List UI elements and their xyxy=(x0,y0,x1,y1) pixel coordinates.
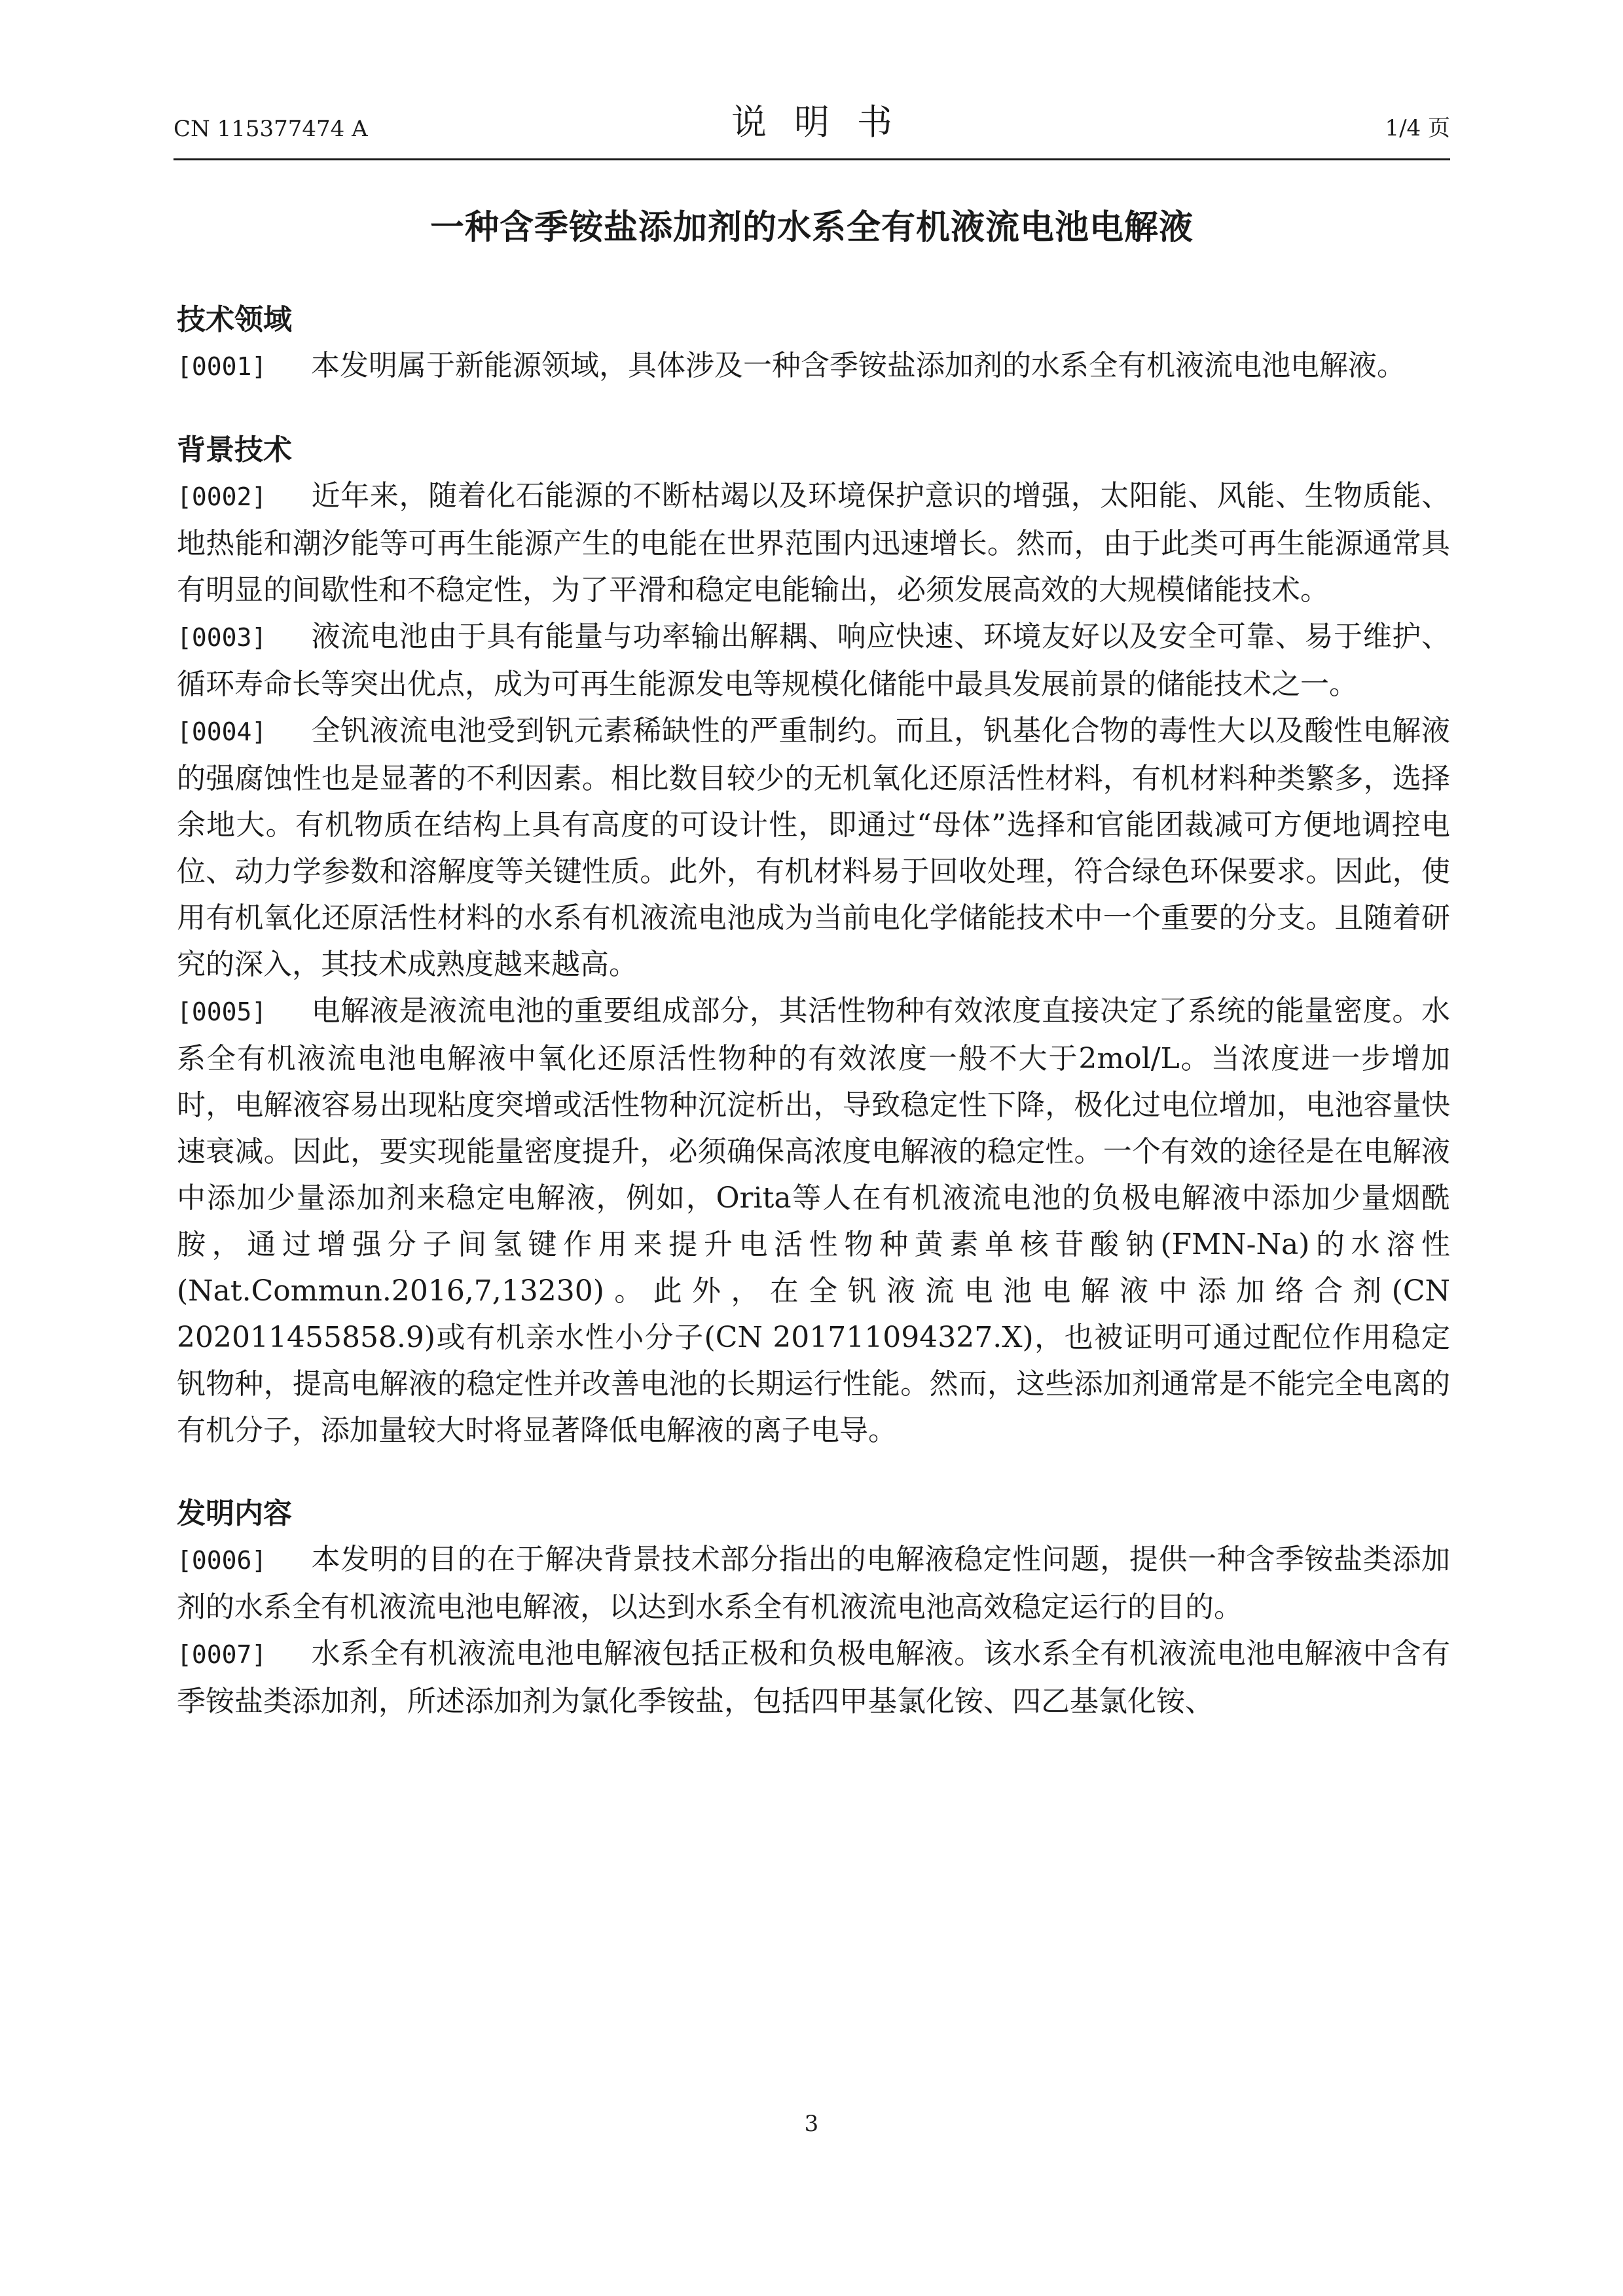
document-number: CN 115377474 A xyxy=(173,116,368,142)
paragraph-number: [0005] xyxy=(177,997,267,1026)
paragraph-number: [0001] xyxy=(177,352,267,381)
header-rule xyxy=(173,158,1450,160)
paragraph-0007 xyxy=(177,1630,1450,1725)
document-title: 一种含季铵盐添加剂的水系全有机液流电池电解液 xyxy=(429,208,1194,247)
paragraph-text: 本发明的目的在于解决背景技术部分指出的电解液稳定性问题，提供一种含季铵盐类添加剂的水系全有机液流电池电解液，以达到水系全有机液流电池高效稳定运行的目的。 xyxy=(177,1543,1450,1624)
section-heading: 技术领域 xyxy=(177,303,292,336)
paragraph-text: 近年来，随着化石能源的不断枯竭以及环境保护意识的增强，太阳能、风能、生物质能、地热能和潮汐能等可再生能源产生的电能在世界范围内迅速增长。然而，由于此类可再生能源通常具有明显的间歇性和不稳定性，为了平滑和稳定电能输出，必须发展高效的大规模储能技术。 xyxy=(177,479,1450,607)
paragraph-number: [0006] xyxy=(177,1546,267,1575)
paragraph-number: [0004] xyxy=(177,717,267,746)
paragraph-number: [0007] xyxy=(177,1640,267,1669)
document-body xyxy=(177,298,1450,1725)
paragraph-0002 xyxy=(177,473,1450,613)
paragraph-0006 xyxy=(177,1536,1450,1630)
header-center-title: 说明书 xyxy=(731,101,920,143)
paragraph-text: 电解液是液流电池的重要组成部分，其活性物种有效浓度直接决定了系统的能量密度。水系全有机液流电池电解液中氧化还原活性物种的有效浓度一般不大于2mol/L。当浓度进一步增加时，电解液容易出现粘度突增或活性物种沉淀析出，导致稳定性下降，极化过电位增加，电池容量快速衰减。因此，要实现能量密度提升，必须确保高浓度电解液的稳定性。一个有效的途径是在电解液中添加少量添加剂来稳定电解液，例如，Orita等人在有机液流电池的负极电解液中添加少量烟酰胺，通过增强分子间氢键作用来提升电活性物种黄素单核苷酸钠(FMN-Na)的水溶性(Nat.Commun.2016,7,13230)。此外，在全钒液流电池电解液中添加络合剂(CN 202011455858.9)或有机亲水性小分子(CN 201711094327.X)，也被证明可通过配位作用稳定钒物种，提高电解液的稳定性并改善电池的长期运行性能。然而，这些添加剂通常是不能完全电离的有机分子，添加量较大时将显著降低电解液的离子电导。 xyxy=(177,994,1450,1447)
page-label: 1/4 页 xyxy=(1385,115,1450,141)
paragraph-text: 液流电池由于具有能量与功率输出解耦、响应快速、环境友好以及安全可靠、易于维护、循环寿命长等突出优点，成为可再生能源发电等规模化储能中最具发展前景的储能技术之一。 xyxy=(177,620,1450,701)
paragraph-number: [0002] xyxy=(177,482,267,511)
paragraph-number: [0003] xyxy=(177,623,267,652)
paragraph-text: 水系全有机液流电池电解液包括正极和负极电解液。该水系全有机液流电池电解液中含有季铵盐类添加剂，所述添加剂为氯化季铵盐，包括四甲基氯化铵、四乙基氯化铵、 xyxy=(177,1637,1450,1718)
paragraph-0005 xyxy=(177,988,1450,1454)
page-number: 3 xyxy=(804,2111,819,2137)
section-heading: 背景技术 xyxy=(177,433,292,467)
paragraph-text: 全钒液流电池受到钒元素稀缺性的严重制约。而且，钒基化合物的毒性大以及酸性电解液的强腐蚀性也是显著的不利因素。相比数目较少的无机氧化还原活性材料，有机材料种类繁多，选择余地大。有机物质在结构上具有高度的可设计性，即通过“母体”选择和官能团裁减可方便地调控电位、动力学参数和溶解度等关键性质。此外，有机材料易于回收处理，符合绿色环保要求。因此，使用有机氧化还原活性材料的水系有机液流电池成为当前电化学储能技术中一个重要的分支。且随着研究的深入，其技术成熟度越来越高。 xyxy=(177,714,1450,981)
section-heading: 发明内容 xyxy=(177,1497,292,1530)
paragraph-text: 本发明属于新能源领域，具体涉及一种含季铵盐添加剂的水系全有机液流电池电解液。 xyxy=(311,349,1406,382)
paragraph-0003 xyxy=(177,613,1450,708)
paragraph-0001 xyxy=(177,342,1450,390)
page-header xyxy=(173,98,1450,160)
paragraph-0004 xyxy=(177,708,1450,988)
